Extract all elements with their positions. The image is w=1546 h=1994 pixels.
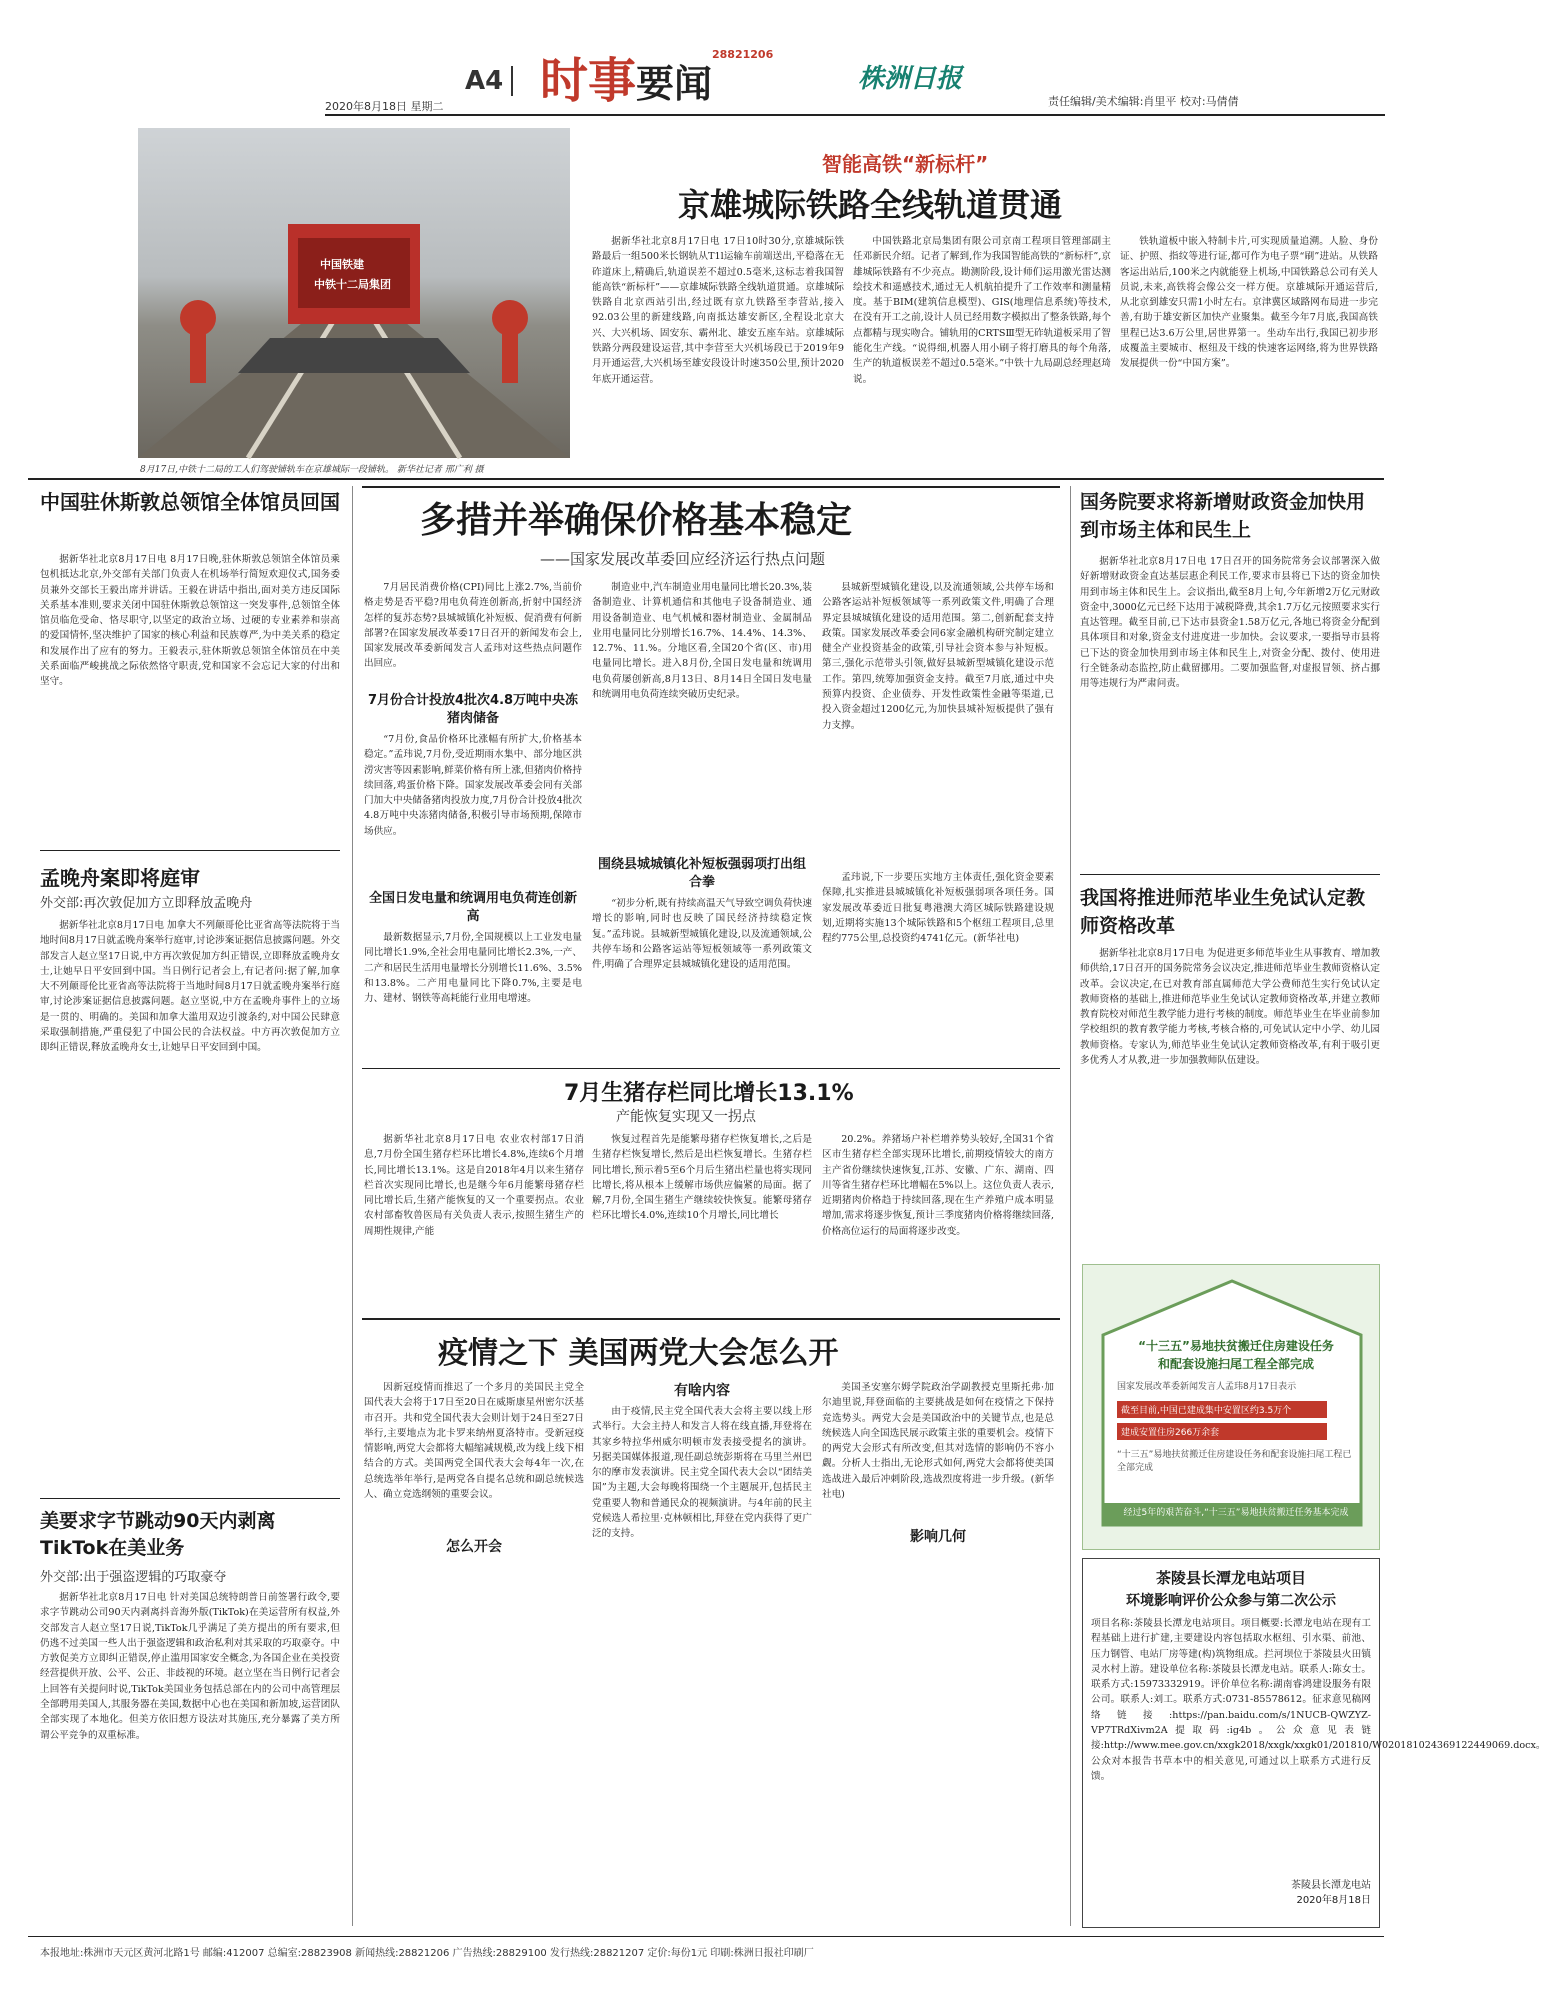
top-story-title: 京雄城际铁路全线轨道贯通	[678, 186, 1063, 224]
ad-stat-1: 截至目前,中国已建成集中安置区约3.5万个	[1117, 1401, 1327, 1418]
notice-box	[1082, 1558, 1546, 1928]
top-story-kicker: 智能高铁“新标杆”	[822, 152, 989, 176]
center-col-1-p2: “7月份,食品价格环比涨幅有所扩大,价格基本稳定。”孟玮说,7月份,受近期雨水集中、部分地区洪涝灾害等因素影响,鲜菜价格有所上涨,但猪肉价格持续回落,鸡蛋价格下降。国家发展改革委会同有关部门加大中央储备猪肉投放力度,7月份合计投放4批次4.8万吨中央冻猪肉储备,积极引导市场预期,保障市场供应。	[364, 734, 582, 837]
ad-line-3: 国家发展改革委新闻发言人孟玮8月17日表示	[1117, 1382, 1297, 1392]
col-divider-right	[1070, 486, 1071, 1926]
notice-date: 2020年8月18日	[1296, 1895, 1371, 1906]
editors: 责任编辑/美术编辑:肖里平 校对:马倩倩	[1048, 95, 1239, 108]
center-story-title: 多措并举确保价格基本稳定	[420, 500, 853, 541]
ad-box	[1082, 1264, 1380, 1550]
divider-pig	[362, 1068, 1060, 1069]
notice-signature: 茶陵县长潭龙电站	[1291, 1880, 1371, 1891]
center-section-1: 7月份合计投放4批次4.8万吨中央冻猪肉储备	[367, 693, 579, 726]
top-photo	[138, 128, 570, 458]
ad-line-1: “十三五”易地扶贫搬迁住房建设任务	[1138, 1339, 1334, 1353]
center-section-2: 全国日发电量和统调用电负荷连创新高	[368, 891, 577, 924]
left-story-3-body: 据新华社北京8月17日电 针对美国总统特朗普日前签署行政令,要求字节跳动公司90天内剥离抖音海外版(TikTok)在美运营所有权益,外交部发言人赵立坚17日说,TikTok几乎满足了美方提出的所有要求,但仍逃不过美国一些人出于强盗逻辑和政治私利对其采取的巧取豪夺。中方敦促美方立即纠正错误,停止滥用国家安全概念,为各国企业在美投资经营提供开放、公平、公正、非歧视的环境。赵立坚在当日例行记者会上回答有关提问时说,TikTok美国业务包括总部在内的公司中高管理层全部聘用美国人,其服务器在美国,数据中心也在美国和新加坡,运营团队全部实现了本地化。但美方依旧想方设法对其施压,充分暴露了美方所谓公平竞争的双重标准。	[40, 1592, 340, 1741]
center-col-2-p1: 制造业中,汽车制造业用电量同比增长20.3%,装备制造业、计算机通信和其他电子设备制造业、通用设备制造业、电气机械和器材制造业、金属制品业用电量同比分别增长16.7%、14.4%、14.3%、12.7%、11.%。分地区看,全国20个省(区、市)用电量同比增长。进入8月份,全国日发电量和统调用电负荷屡创新高,8月13日、8月14日全国日发电量和统调用电负荷连续突破历史纪录。	[592, 582, 812, 701]
hotline: 28821206	[712, 48, 774, 61]
right-story-2-body: 据新华社北京8月17日电 为促进更多师范毕业生从事教育、增加教师供给,17日召开的国务院常务会议决定,推进师范毕业生教师资格认定改革。会议决定,在已对教育部直属师范大学公费师范生实行免试认定教师资格的基础上,推进师范毕业生免试认定教师资格改革,并建立教师教育院校对师范生教学能力进行考核的制度。师范毕业生在毕业前参加学校组织的教育教学能力考核,考核合格的,可免试认定中小学、幼儿园教师资格。专家认为,师范毕业生免试认定教师资格改革,有利于吸引更多优秀人才从教,进一步加强教师队伍建设。	[1080, 948, 1380, 1067]
divider-left-1	[40, 850, 340, 851]
left-story-2-subtitle: 外交部:再次敦促加方立即释放孟晚舟	[40, 896, 253, 911]
col-divider-left	[352, 486, 353, 1926]
us-section-2: 有啥内容	[674, 1383, 730, 1399]
right-story-1-body: 据新华社北京8月17日电 17日召开的国务院常务会议部署深入做好新增财政资金直达基层惠企利民工作,要求市县将已下达的资金加快用到市场主体和民生上。会议指出,截至8月上旬,今年新增2万亿元财政资金中,3000亿元已经下达用于减税降费,其余1.7万亿元按照要求实行直达管理。截至目前,已下达市县资金1.58万亿元,各地已将资金分配到具体项目和对象,资金支付进度进一步加快。会议要求,一要指导市县将已下达的资金加快用到市场主体和民生上,对资金分配、拨付、使用进行全链条动态监控,防止截留挪用。二要加强监督,对虚报冒领、挤占挪用等违规行为严肃问责。	[1080, 556, 1380, 690]
center-col-1-p3: 最新数据显示,7月份,全国规模以上工业发电量同比增长1.9%,全社会用电量同比增长2.3%,一产、二产和居民生活用电量增长分别增长11.6%、3.5%和13.8%。二产用电量同比下降0.7%,主要是电力、建材、钢铁等高耗能行业用电增速。	[364, 932, 582, 1005]
top-story-col-3: 铁轨道板中嵌入特制卡片,可实现质量追溯。人脸、身份证、护照、指纹等进行证,都可作为电子票“刷”进站。从铁路客运出站后,100米之内就能登上机场,中国铁路总公司有关人员说,未来,高铁将会像公交一样方便。京雄城际开通运营后,从北京到雄安只需1小时左右。京津冀区域路网布局进一步完善,有助于雄安新区加快产业聚集。截至今年7月底,我国高铁里程已达3.6万公里,居世界第一。坐动车出行,我国已初步形成覆盖主要城市、枢纽及干线的快速客运网络,将为世界铁路发展提供一份“中国方案”。	[1120, 236, 1378, 370]
section-title	[540, 42, 712, 111]
us-col-2	[592, 1380, 812, 1925]
center-col-1-p1: 7月居民消费价格(CPI)同比上涨2.7%,当前价格走势是否平稳?用电负荷连创新高,折射中国经济怎样的复苏态势?县城城镇化补短板、促消费有何新部署?在国家发展改革委17日召开的新闻发布会上,国家发展改革委新闻发言人孟玮对这些热点问题作出回应。	[364, 582, 582, 670]
center-col-3	[822, 580, 1054, 1060]
pig-col-1: 据新华社北京8月17日电 农业农村部17日消息,7月份全国生猪存栏环比增长4.8%,连续6个月增长,同比增长13.1%。这是自2018年4月以来生猪存栏首次实现同比增长,也是继今年6月能繁母猪存栏同比增长后,生猪产能恢复的又一个重要拐点。农业农村部畜牧兽医局有关负责人表示,按照生猪生产的周期性规律,产能	[364, 1134, 584, 1237]
center-col-1	[364, 580, 582, 1060]
pig-story-title: 7月生猪存栏同比增长13.1%	[564, 1081, 854, 1106]
right-story-1-title: 国务院要求将新增财政资金加快用到市场主体和民生上	[1080, 491, 1366, 541]
notice-body: 项目名称:茶陵县长潭龙电站项目。项目概要:长潭龙电站在现有工程基础上进行扩建,主要建设内容包括取水枢纽、引水渠、前池、压力钢管、电站厂房等建(构)筑物组成。拦河坝位于茶陵县火田镇灵水村上游。建设单位名称:茶陵县长潭龙电站。联系人:陈女士。联系方式:15973332919。评价单位名称:湖南睿鸿建设服务有限公司。联系人:刘工。联系方式:0731-85578612。征求意见稿网络链接:https://pan.baidu.com/s/1NUCB-QWZYZ-VP7TRdXivm2A提取码:ig4b。公众意见表链接:http://www.mee.gov.cn/xxgk2018/xxgk/xxgk01/201810/W020181024369122449069.docx。公众对本报告书草本中的相关意见,可通过以上联系方式进行反馈。	[1091, 1618, 1546, 1782]
ad-bottom: 经过5年的艰苦奋斗,“十三五”易地扶贫搬迁任务基本完成	[1123, 1508, 1349, 1518]
divider-left-2	[40, 1498, 340, 1499]
center-section-3: 围绕县城城镇化补短板强弱项打出组合拳	[597, 857, 806, 890]
ad-stat-2: 建成安置住房266万余套	[1117, 1423, 1327, 1440]
left-story-1-title: 中国驻休斯敦总领馆全体馆员回国	[40, 490, 340, 514]
pig-story-subtitle: 产能恢复实现又一拐点	[616, 1109, 756, 1125]
section-suffix: 要闻	[636, 62, 713, 106]
left-story-2-body: 据新华社北京8月17日电 加拿大不列颠哥伦比亚省高等法院将于当地时间8月17日就孟晚舟案举行庭审,讨论涉案证据信息披露问题。外交部发言人赵立坚17日说,中方再次敦促加方纠正错误,立即释放孟晚舟女士,让她早日平安回到中国。当日例行记者会上,有记者问:据了解,加拿大不列颠哥伦比亚省高等法院将于当地时间8月17日就孟晚舟案举行庭审,讨论涉案证据信息披露问题。赵立坚说,中方在孟晚舟事件上的立场是一贯的、明确的。美国和加拿大滥用双边引渡条约,对中国公民肆意采取强制措施,严重侵犯了中国公民的合法权益。中方再次敦促加方立即纠正错误,释放孟晚舟女士,让她早日平安回到中国。	[40, 920, 340, 1054]
banner-text-2: 中铁十二局集团	[314, 278, 391, 291]
center-col-3-p2: 孟玮说,下一步要压实地方主体责任,强化资金要素保障,扎实推进县城城镇化补短板强弱项各项任务。国家发展改革委近日批复粤港澳大湾区城际铁路建设规划,近期将实施13个城际铁路和5个枢纽工程项目,总里程约775公里,总投资约4741亿元。(新华社电)	[822, 872, 1054, 945]
divider-right-1	[1080, 874, 1380, 875]
divider-us	[362, 1318, 1060, 1320]
date-line: 2020年8月18日 星期二	[325, 100, 444, 113]
masthead	[0, 0, 1420, 120]
notice-subtitle: 环境影响评价公众参与第二次公示	[1126, 1593, 1336, 1609]
railway-illustration	[138, 128, 570, 458]
banner-text-1: 中国铁建	[320, 258, 364, 271]
center-col-2	[592, 580, 812, 1060]
top-story-col-1: 据新华社北京8月17日电 17日10时30分,京雄城际铁路最后一组500米长钢轨从T1l运输车前端送出,平稳落在无砟道床上,精确后,轨道误差不超过0.5毫米,这标志着我国智能高铁“新标杆”——京雄城际铁路全线轨道贯通。京雄城际铁路自北京西站引出,经过既有京九铁路至李营站,接入92.03公里的新建线路,向南抵达雄安新区,全程设北京大兴、大兴机场、固安东、霸州北、雄安五座车站。京雄城际铁路分两段建设运营,其中李营至大兴机场段已于2019年9月开通运营,大兴机场至雄安段设计时速350公里,预计2020年底开通运营。	[592, 236, 844, 385]
footer-rule	[28, 1936, 1384, 1937]
photo-caption: 8月17日,中铁十二局的工人们驾驶铺轨车在京雄城际一段铺轨。 新华社记者 邢广利 摄	[140, 465, 484, 475]
divider-top	[28, 478, 1384, 480]
pig-col-3: 20.2%。养猪场户补栏增养势头较好,全国31个省区市生猪存栏全部实现环比增长,前期疫情较大的南方主产省份继续快速恢复,江苏、安徽、广东、湖南、四川等省生猪存栏环比增幅在5%以上。这位负责人表示,近期猪肉价格趋于持续回落,现在生产养殖户成本明显增加,需求将逐步恢复,预计三季度猪肉价格将继续回落,价格高位运行的局面将逐步改变。	[822, 1134, 1054, 1237]
center-col-2-p2: “初步分析,既有持续高温天气导致空调负荷快速增长的影响,同时也反映了国民经济持续稳定恢复。”孟玮说。县城新型城镇化建设,以及流通领域,公共停车场和公路客运站等短板领域等一系列政策文件,明确了合理界定县城城镇化建设的适用范围。	[592, 898, 812, 971]
us-col-1	[364, 1380, 584, 1925]
pig-col-2: 恢复过程首先是能繁母猪存栏恢复增长,之后是生猪存栏恢复增长,然后是出栏恢复增长。生猪存栏同比增长,预示着5至6个月后生猪出栏量也将实现同比增长,将从根本上缓解市场供应偏紧的局面。据了解,7月份,全国生猪生产继续较快恢复。能繁母猪存栏环比增长4.0%,连续10个月增长,同比增长	[592, 1134, 812, 1222]
right-story-2-title: 我国将推进师范毕业生免试认定教师资格改革	[1080, 887, 1366, 937]
left-story-2-title: 孟晚舟案即将庭审	[40, 866, 200, 890]
top-story-col-2: 中国铁路北京局集团有限公司京南工程项目管理部副主任邓新民介绍。记者了解到,作为我国智能高铁的“新标杆”,京雄城际铁路有不少亮点。勘测阶段,设计师们运用激光雷达测绘技术和遥感技术,通过无人机航拍提升了工作效率和测量精度。基于BIM(建筑信息模型)、GIS(地理信息系统)等技术,在没有开工之前,设计人员已经用数字模拟出了整条铁路,每个点都精与现实吻合。铺轨用的CRTSⅢ型无砟轨道板采用了智能化生产线。“说得细,机器人用小刷子将打磨具的每个角落,生产的轨道板误差不超过0.5毫米。”中铁十九局副总经理赵琦说。	[853, 236, 1111, 385]
notice-title: 茶陵县长潭龙电站项目	[1155, 1569, 1306, 1587]
us-section-1: 怎么开会	[446, 1539, 502, 1555]
paper-name: 株洲日报	[858, 64, 963, 94]
section-main: 时事	[540, 53, 637, 109]
masthead-rule	[325, 114, 1385, 116]
left-story-3-title: 美要求字节跳动90天内剥离TikTok在美业务	[40, 1510, 276, 1559]
left-story-3-subtitle: 外交部:出于强盗逻辑的巧取豪夺	[40, 1570, 227, 1585]
left-story-1-body: 据新华社北京8月17日电 8月17日晚,驻休斯敦总领馆全体馆员乘包机抵达北京,外交部有关部门负责人在机场举行简短欢迎仪式,国务委员兼外交部长王毅出席并讲话。王毅在讲话中指出,面对美方违反国际关系基本准则,要求关闭中国驻休斯敦总领馆这一突发事件,总领馆全体馆员临危受命、恪尽职守,以坚定的政治立场、过硬的专业素养和崇高的爱国情怀,坚决维护了国家的核心利益和民族尊严,为中美关系的稳定和发展作出了应有的努力。王毅表示,驻休斯敦总领馆全体馆员在中美关系面临严峻挑战之际依然恪守职责,党和国家不会忘记大家的付出和坚守。	[40, 554, 340, 688]
us-col-2-p1: 由于疫情,民主党全国代表大会将主要以线上形式举行。大会主持人和发言人将在线直播,拜登将在其家乡特拉华州威尔明顿市发表接受提名的演讲。另据美国媒体报道,现任副总统彭斯将在马里兰州巴尔的摩市发表演讲。民主党全国代表大会以“团结美国”为主题,大会每晚将围绕一个主题展开,包括民主党重要人物和普通民众的视频演讲。与4年前的民主党候选人希拉里·克林顿相比,拜登在党内获得了更广泛的支持。	[592, 1406, 812, 1540]
page-number: A4	[465, 66, 513, 96]
us-col-1-p1: 因新冠疫情而推迟了一个多月的美国民主党全国代表大会将于17日至20日在威斯康星州密尔沃基市召开。共和党全国代表大会则计划于24日至27日举行,主要地点为北卡罗来纳州夏洛特市。受新冠疫情影响,两党大会都将大幅缩减规模,改为线上线下相结合的方式。美国两党全国代表大会每4年一次,在总统选举年举行,是两党各自提名总统和副总统候选人、确立竞选纲领的重要会议。	[364, 1382, 584, 1501]
us-story-title: 疫情之下 美国两党大会怎么开	[438, 1336, 839, 1371]
center-col-3-p1: 县城新型城镇化建设,以及流通领域,公共停车场和公路客运站补短板领域等一系列政策文件,明确了合理界定县城城镇化建设的适用范围。第二,创新配套支持政策。国家发展改革委会同6家金融机构研究制定建立健全产业投资基金的政策,引导社会资本参与补短板。第三,强化示范带头引领,做好县城新型城镇化建设示范工作。第四,统筹加强资金支持。截至7月底,通过中央预算内投资、企业债券、开发性政策性金融等渠道,已投入资金超过1200亿元,为加快县城补短板提供了强有力支撑。	[822, 582, 1054, 731]
us-col-3-p1: 美国圣安塞尔姆学院政治学副教授克里斯托弗·加尔迪里说,拜登面临的主要挑战是如何在疫情之下保持竞选势头。两党大会是美国政治中的关键节点,也是总统候选人向全国选民展示政策主张的重要机会。疫情下的两党大会形式有所改变,但其对选情的影响仍不容小觑。分析人士指出,无论形式如何,两党大会都将使美国选战进入最后冲刺阶段,选战烈度将进一步升级。(新华社电)	[822, 1382, 1054, 1501]
ad-line-4: “十三五”易地扶贫搬迁住房建设任务和配套设施扫尾工程已全部完成	[1117, 1450, 1352, 1473]
us-section-3: 影响几何	[910, 1529, 966, 1545]
ad-line-2: 和配套设施扫尾工程全部完成	[1157, 1357, 1314, 1371]
us-col-3	[822, 1380, 1054, 1925]
center-story-subtitle: ——国家发展改革委回应经济运行热点问题	[540, 550, 826, 568]
footer-text: 本报地址:株洲市天元区黄河北路1号 邮编:412007 总编室:28823908 新闻热线:28821206 广告热线:28829100 发行热线:28821207 定价:每份1元 印刷:株洲日报社印刷厂	[40, 1948, 814, 1959]
